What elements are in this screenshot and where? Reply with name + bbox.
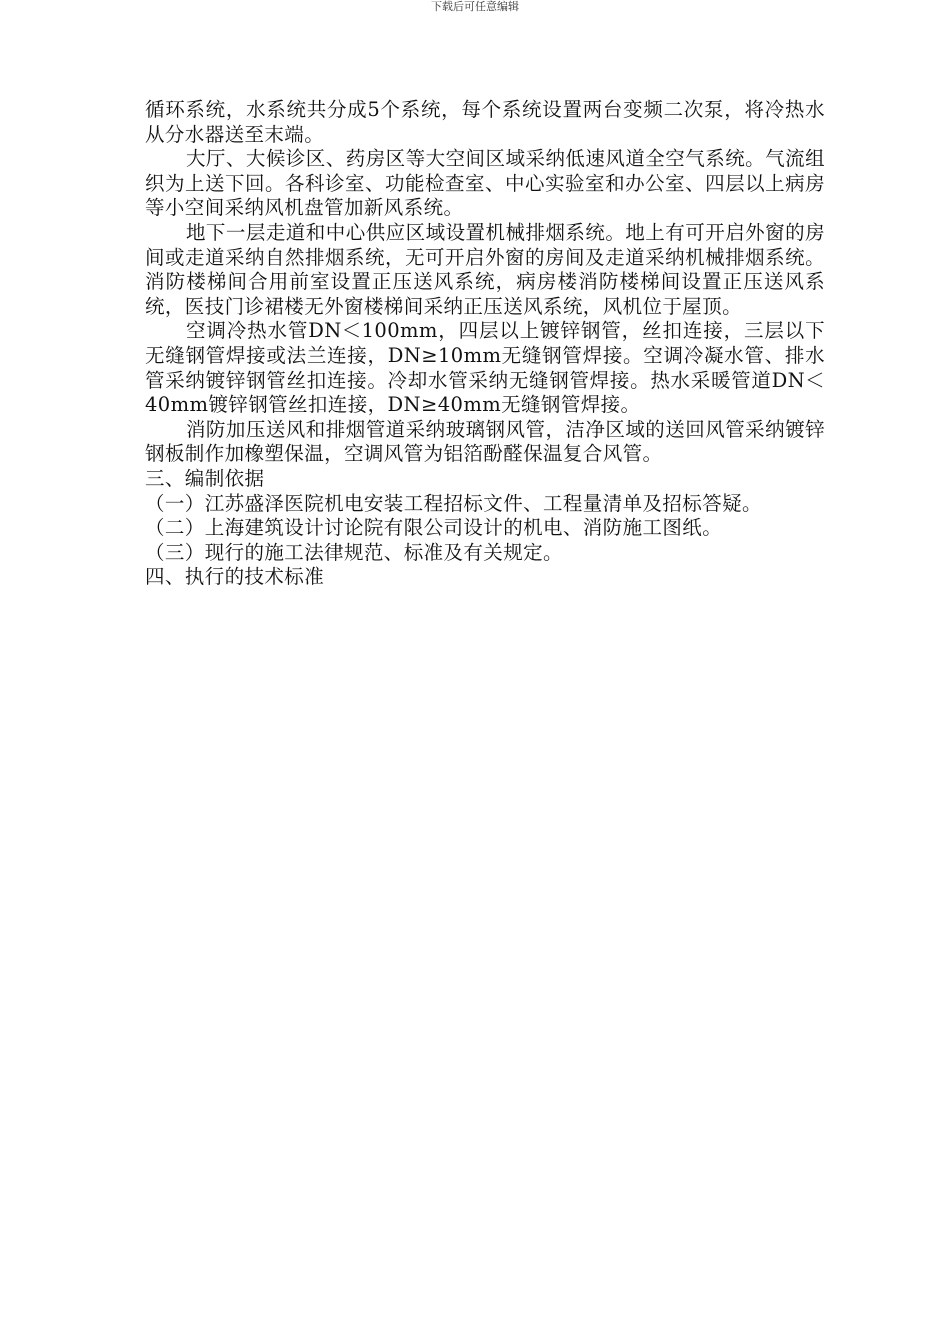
page-header-note: 下载后可任意编辑 (431, 0, 519, 13)
paragraph-air-system: 大厅、大候诊区、药房区等大空间区域采纳低速风道全空气系统。气流组织为上送下回。各科诊室、功能检查室、中心实验室和办公室、四层以上病房等小空间采纳风机盘管加新风系统。 (145, 147, 825, 220)
paragraph-water-system: 循环系统，水系统共分成5个系统，每个系统设置两台变频二次泵，将冷热水从分水器送至末端。 (145, 98, 825, 146)
basis-item-2: （二）上海建筑设计讨论院有限公司设计的机电、消防施工图纸。 (145, 516, 723, 540)
document-body (145, 98, 825, 590)
section-heading-standards: 四、执行的技术标准 (145, 565, 325, 589)
paragraph-duct-materials: 消防加压送风和排烟管道采纳玻璃钢风管，洁净区域的送回风管采纳镀锌钢板制作加橡塑保温，空调风管为铝箔酚醛保温复合风管。 (145, 417, 825, 466)
basis-item-1: （一）江苏盛泽医院机电安装工程招标文件、工程量清单及招标答疑。 (145, 491, 762, 515)
basis-item-3: （三）现行的施工法律规范、标准及有关规定。 (145, 540, 563, 564)
paragraph-pipe-materials: 空调冷热水管DN＜100mm，四层以上镀锌钢管，丝扣连接，三层以下无缝钢管焊接或法兰连接，DN≥10mm无缝钢管焊接。空调冷凝水管、排水管采纳镀锌钢管丝扣连接。冷却水管采纳无缝钢管焊接。热水采暖管道DN＜40mm镀锌钢管丝扣连接，DN≥40mm无缝钢管焊接。 (145, 319, 825, 417)
paragraph-smoke-exhaust: 地下一层走道和中心供应区域设置机械排烟系统。地上有可开启外窗的房间或走道采纳自然排烟系统，无可开启外窗的房间及走道采纳机械排烟系统。消防楼梯间合用前室设置正压送风系统，病房楼消防楼梯间设置正压送风系统，医技门诊裙楼无外窗楼梯间采纳正压送风系统，风机位于屋顶。 (145, 220, 825, 318)
section-heading-basis: 三、编制依据 (145, 466, 265, 490)
